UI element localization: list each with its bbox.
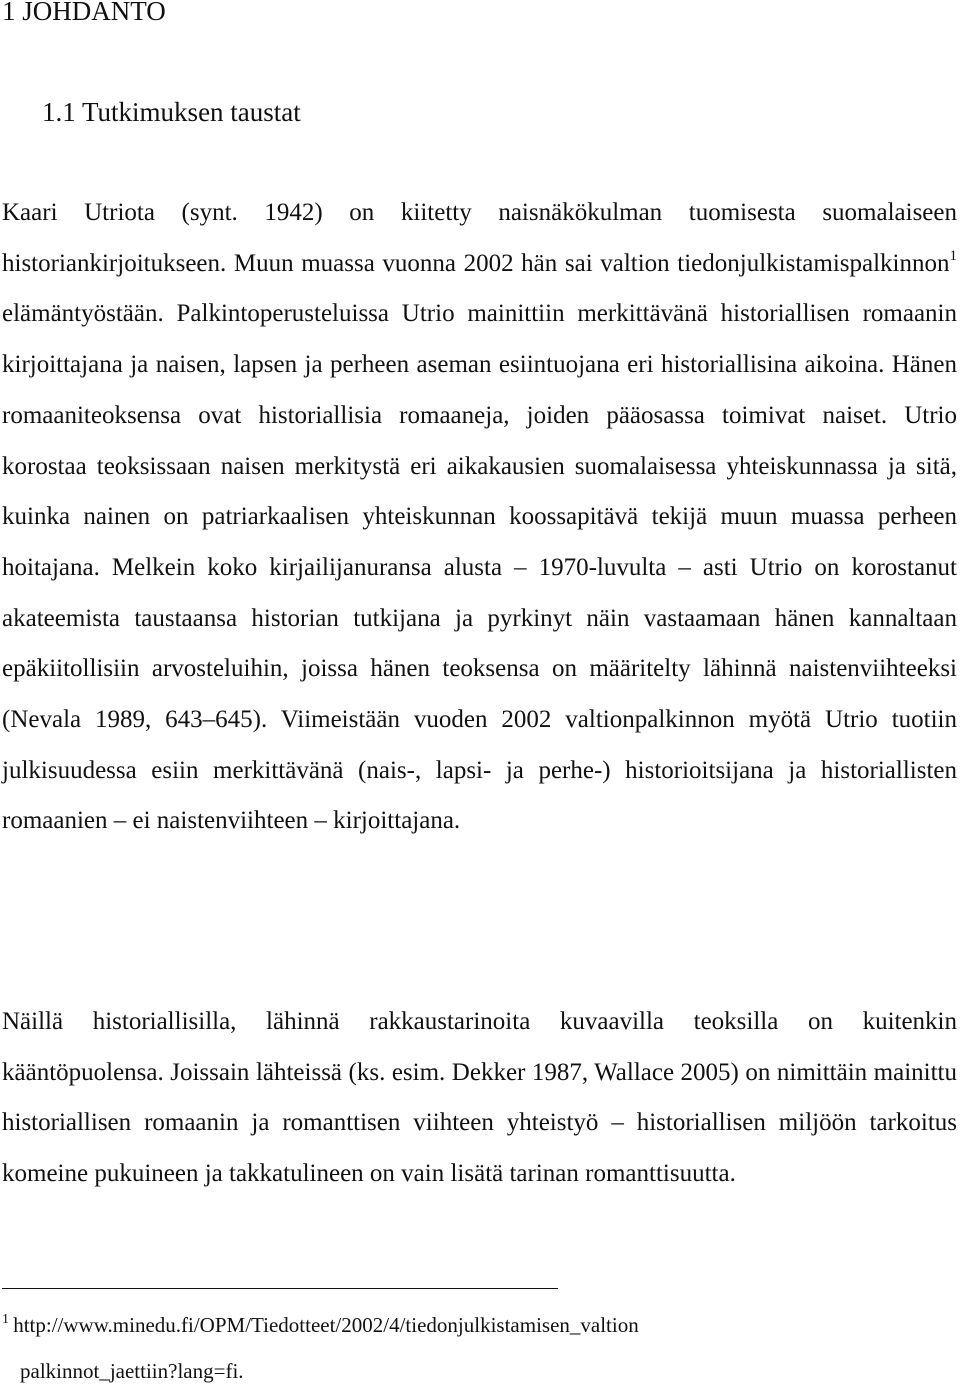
- body-paragraph-2: Näillä historiallisilla, lähinnä rakkaustarinoita kuvaavilla teoksilla on kuitenkin kääntöpuolensa. Joissain lähteissä (ks. esim. Dekker 1987, Wallace 2005) on nimittäin mainittu historiallisen romaanin ja romanttisen viihteen yhteistyö – historiallisen miljöön tarkoitus komeine pukuineen ja takkatulineen on vain lisätä tarinan romanttisuutta.: [2, 1008, 957, 1188]
- footnote-number: 1: [2, 1312, 9, 1327]
- footnote-url-part-1[interactable]: http://www.minedu.fi/OPM/Tiedotteet/2002/4/tiedonjulkistamisen_valtion: [13, 1313, 639, 1337]
- paragraph-1-text-start: Kaari Utriota (synt. 1942) on kiitetty naisnäkökulman tuomisesta suomalaiseen historiankirjoitukseen. Muun muassa vuonna 2002 hän sai valtion tiedonjulkistamispalkinnon: [2, 199, 957, 277]
- paragraph-1-text-end: elämäntyöstään. Palkintoperusteluissa Utrio mainittiin merkittävänä historiallisen romaanin kirjoittajana ja naisen, lapsen ja perheen aseman esiintuojana eri historiallisina aikoina. Hänen romaaniteoksensa ovat historiallisia romaaneja, joiden pääosassa toimivat naiset. Utrio korostaa teoksissaan naisen merkitystä eri aikakausien suomalaisessa yhteiskunnassa ja sitä, kuinka nainen on patriarkaalisen yhteiskunnan koossapitävä tekijä muun muassa perheen hoitajana. Melkein koko kirjailijanuransa alusta – 1970-luvulta – asti Utrio on korostanut akateemista taustaansa historian tutkijana ja pyrkinyt näin vastaamaan hänen kannaltaan epäkiitollisiin arvosteluihin, joissa hänen teoksensa on määritelty lähinnä naistenviihteeksi (Nevala 1989, 643–645). Viimeistään vuoden 2002 valtionpalkinnon myötä Utrio tuotiin julkisuudessa esiin merkittävänä (nais-, lapsi- ja perhe-) historioitsijana ja historiallisten romaanien – ei naistenviihteen – kirjoittajana.: [2, 300, 957, 835]
- body-paragraph-1: [2, 188, 957, 847]
- chapter-heading: 1 JOHDANTO: [2, 0, 166, 26]
- footnote-reference[interactable]: 1: [949, 247, 957, 264]
- section-heading: 1.1 Tutkimuksen taustat: [42, 97, 301, 127]
- footnote: [2, 1302, 957, 1394]
- footnote-line-1: [2, 1302, 957, 1348]
- footnote-line-2[interactable]: palkinnot_jaettiin?lang=fi.: [20, 1359, 244, 1383]
- footnote-separator: [2, 1288, 558, 1289]
